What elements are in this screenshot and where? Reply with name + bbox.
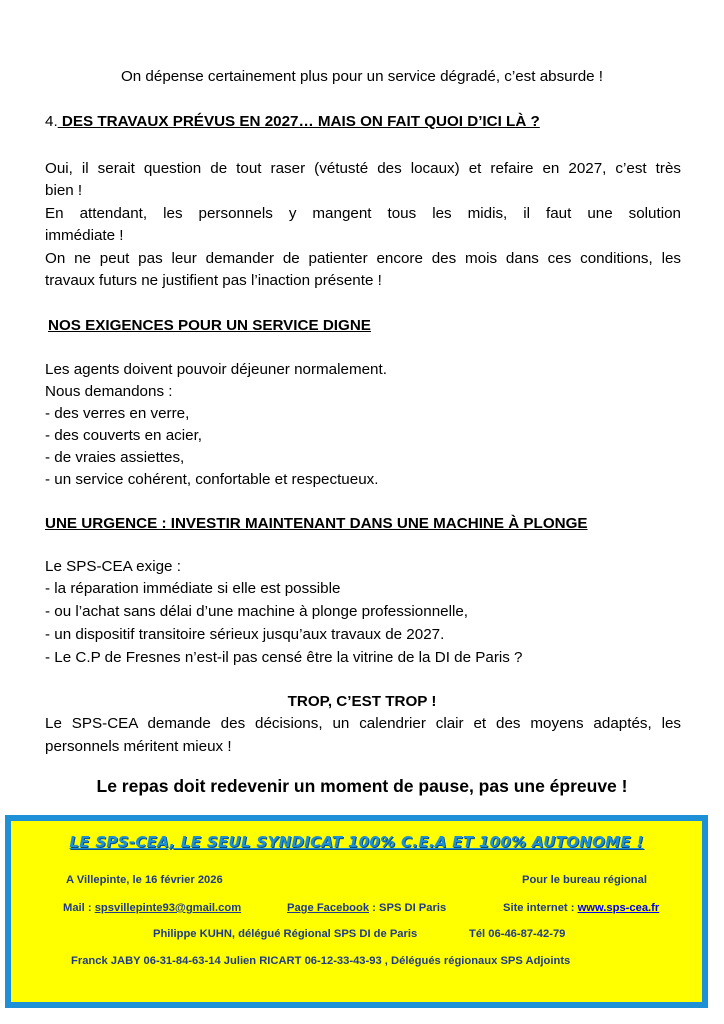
facebook-line xyxy=(287,901,446,915)
urgence-line: - la réparation immédiate si elle est possible xyxy=(45,580,341,597)
exigences-line: Les agents doivent pouvoir déjeuner normalement. xyxy=(45,361,387,378)
urgence-title: UNE URGENCE : INVESTIR MAINTENANT DANS UNE MACHINE À PLONGE xyxy=(45,515,588,532)
exigences-line: Nous demandons : xyxy=(45,383,173,400)
exigences-line: - un service cohérent, confortable et respectueux. xyxy=(45,471,379,488)
exigences-line: - des couverts en acier, xyxy=(45,427,203,444)
site-line xyxy=(503,901,659,915)
footer-title: LE SPS-CEA, LE SEUL SYNDICAT 100% C.E.A ET 100% AUTONOME ! xyxy=(69,833,644,851)
exigences-title: NOS EXIGENCES POUR UN SERVICE DIGNE xyxy=(48,317,371,334)
facebook-link[interactable]: Page Facebook xyxy=(287,902,370,914)
footer-box xyxy=(5,815,708,1008)
section-4-line: travaux futurs ne justifient pas l’inaction présente ! xyxy=(45,272,382,289)
section-4-line: En attendant, les personnels y mangent tous les midis, il faut une solution xyxy=(45,205,681,222)
site-link[interactable]: www.sps-cea.fr xyxy=(577,902,660,914)
mail-link[interactable]: spsvillepinte93@gmail.com xyxy=(94,902,242,914)
mail-line xyxy=(63,901,241,915)
urgence-line: - Le C.P de Fresnes n’est-il pas censé être la vitrine de la DI de Paris ? xyxy=(45,649,523,666)
exigences-line: - de vraies assiettes, xyxy=(45,449,185,466)
delegate-phone: Tél 06-46-87-42-79 xyxy=(469,928,566,940)
section-4-line: Oui, il serait question de tout raser (vétusté des locaux) et refaire en 2027, c’est très xyxy=(45,160,681,177)
section-4-line: On ne peut pas leur demander de patienter encore des mois dans ces conditions, les xyxy=(45,250,681,267)
section-4-line: immédiate ! xyxy=(45,227,124,244)
urgence-line: - un dispositif transitoire sérieux jusqu’aux travaux de 2027. xyxy=(45,626,445,643)
conclusion: Le repas doit redevenir un moment de pause, pas une épreuve ! xyxy=(96,776,628,796)
bureau-label: Pour le bureau régional xyxy=(522,874,647,886)
intro-text: On dépense certainement plus pour un service dégradé, c’est absurde ! xyxy=(120,68,604,85)
trop-line: personnels méritent mieux ! xyxy=(45,738,232,755)
adjoints: Franck JABY 06-31-84-63-14 Julien RICART 06-12-33-43-93 , Délégués régionaux SPS Adjoints xyxy=(71,955,571,967)
site-label: Site internet : xyxy=(503,902,578,914)
section-4-title: DES TRAVAUX PRÉVUS EN 2027… MAIS ON FAIT QUOI D’ICI LÀ ? xyxy=(57,113,540,130)
section-4-line: bien ! xyxy=(45,182,83,199)
exigences-line: - des verres en verre, xyxy=(45,405,190,422)
mail-label: Mail : xyxy=(63,902,95,914)
delegate: Philippe KUHN, délégué Régional SPS DI de Paris xyxy=(153,928,418,940)
trop-title: TROP, C’EST TROP ! xyxy=(287,693,437,710)
facebook-value: : SPS DI Paris xyxy=(369,902,447,914)
place-date: A Villepinte, le 16 février 2026 xyxy=(66,874,223,886)
trop-line: Le SPS-CEA demande des décisions, un calendrier clair et des moyens adaptés, les xyxy=(45,715,681,732)
urgence-line: Le SPS-CEA exige : xyxy=(45,558,181,575)
section-4-number: 4. xyxy=(45,113,58,130)
urgence-line: - ou l’achat sans délai d’une machine à plonge professionnelle, xyxy=(45,603,468,620)
section-4-heading xyxy=(45,111,540,133)
